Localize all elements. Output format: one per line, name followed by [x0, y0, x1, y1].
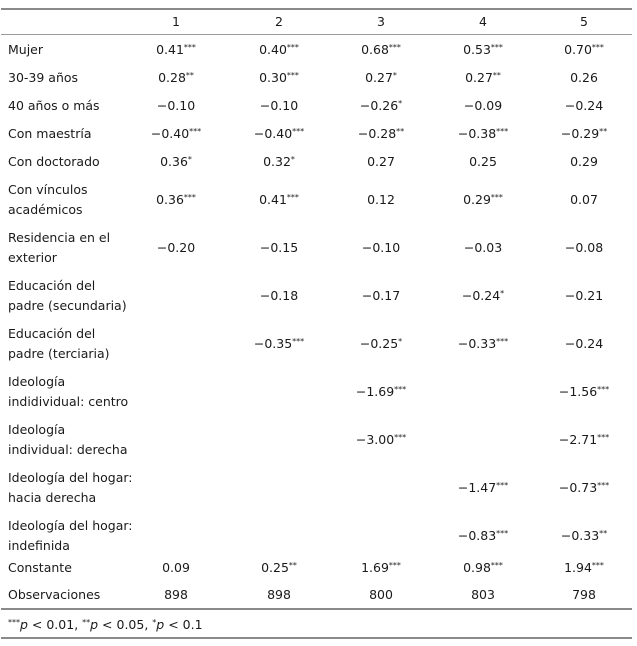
note-p-3: p — [156, 617, 165, 632]
coefficient-cell — [326, 40, 436, 62]
coefficient-cell — [529, 558, 637, 580]
coefficient-value: −0.26 — [359, 98, 399, 113]
coefficient-value: −0.24 — [564, 98, 604, 113]
row-label: 30-39 años — [8, 70, 79, 85]
coefficient-cell — [121, 68, 231, 90]
coefficient-value: −0.28 — [357, 126, 397, 141]
significance-stars: * — [187, 155, 192, 164]
row-label: Ideología del hogar: — [8, 470, 133, 485]
significance-stars: *** — [394, 385, 407, 394]
coefficient-value: −0.10 — [156, 98, 196, 113]
coefficient-cell — [529, 40, 637, 62]
coefficient-value: −0.18 — [259, 288, 299, 303]
row-label: Educación del — [8, 278, 96, 293]
coefficient-value: 0.27 — [465, 70, 493, 85]
coefficient-value: 0.36 — [160, 154, 188, 169]
coefficient-cell — [326, 124, 436, 146]
coefficient-value: 0.32 — [263, 154, 291, 169]
coefficient-value: 1.94 — [564, 560, 592, 575]
coefficient-cell — [224, 152, 334, 174]
coefficient-cell — [428, 124, 538, 146]
row-label: Con maestría — [8, 126, 92, 141]
significance-stars: *** — [490, 561, 503, 570]
row-label: hacia derecha — [8, 490, 97, 505]
coefficient-cell — [428, 558, 538, 580]
coefficient-cell — [428, 585, 538, 607]
coefficient-value: −0.29 — [560, 126, 600, 141]
coefficient-value: −0.17 — [361, 288, 401, 303]
coefficient-cell — [121, 558, 231, 580]
coefficient-value: −0.10 — [361, 240, 401, 255]
significance-stars: *** — [597, 385, 610, 394]
significance-stars: *** — [183, 43, 196, 52]
coefficient-value: 0.30 — [259, 70, 287, 85]
coefficient-value: −0.40 — [150, 126, 190, 141]
coefficient-cell — [529, 478, 637, 500]
coefficient-cell — [326, 334, 436, 356]
coefficient-cell — [529, 68, 637, 90]
coefficient-cell — [529, 238, 637, 260]
coefficient-value: 0.70 — [564, 42, 592, 57]
coefficient-value: −0.25 — [359, 336, 399, 351]
coefficient-cell — [428, 238, 538, 260]
row-label: indefinida — [8, 538, 70, 553]
significance-stars: *** — [286, 71, 299, 80]
coefficient-value: −2.71 — [558, 432, 598, 447]
coefficient-value: −0.08 — [564, 240, 604, 255]
coefficient-value: 0.26 — [570, 70, 598, 85]
coefficient-cell — [326, 190, 436, 212]
row-label: Ideología — [8, 422, 66, 437]
coefficient-cell — [224, 96, 334, 118]
coefficient-value: −0.24 — [564, 336, 604, 351]
coefficient-value: −0.03 — [463, 240, 503, 255]
significance-stars: *** — [292, 337, 305, 346]
coefficient-cell — [121, 96, 231, 118]
row-label: Educación del — [8, 326, 96, 341]
coefficient-value: −0.38 — [457, 126, 497, 141]
coefficient-cell — [529, 96, 637, 118]
significance-stars: *** — [591, 43, 604, 52]
top-rule — [1, 8, 632, 10]
bottom-rule — [1, 608, 632, 610]
significance-stars: *** — [388, 561, 401, 570]
coefficient-cell — [121, 124, 231, 146]
coefficient-cell — [529, 430, 637, 452]
note-rule — [1, 637, 632, 639]
coefficient-cell — [224, 558, 334, 580]
coefficient-cell — [428, 334, 538, 356]
row-label: Mujer — [8, 42, 44, 57]
coefficient-value: 800 — [369, 587, 393, 602]
coefficient-value: 0.98 — [463, 560, 491, 575]
coefficient-cell — [121, 585, 231, 607]
row-label: exterior — [8, 250, 57, 265]
coefficient-cell — [224, 124, 334, 146]
coefficient-value: 0.07 — [570, 192, 598, 207]
row-label: Ideología del hogar: — [8, 518, 133, 533]
coefficient-value: −0.33 — [560, 528, 600, 543]
coefficient-cell — [428, 152, 538, 174]
coefficient-cell — [224, 190, 334, 212]
note-p-2: p — [90, 617, 99, 632]
significance-note — [8, 617, 203, 635]
header-rule — [1, 34, 632, 35]
coefficient-value: 0.12 — [367, 192, 395, 207]
coefficient-value: −0.15 — [259, 240, 299, 255]
coefficient-cell — [428, 190, 538, 212]
coefficient-cell — [326, 152, 436, 174]
coefficient-cell — [428, 286, 538, 308]
coefficient-cell — [428, 68, 538, 90]
significance-stars: * — [290, 155, 295, 164]
significance-stars: *** — [183, 193, 196, 202]
coefficient-cell — [326, 585, 436, 607]
coefficient-value: 0.28 — [158, 70, 186, 85]
coefficient-cell — [224, 68, 334, 90]
coefficient-value: −0.24 — [461, 288, 501, 303]
coefficient-value: 0.29 — [463, 192, 491, 207]
coefficient-cell — [529, 334, 637, 356]
row-label: padre (secundaria) — [8, 298, 127, 313]
coefficient-cell — [224, 286, 334, 308]
coefficient-value: 0.68 — [361, 42, 389, 57]
coefficient-cell — [529, 190, 637, 212]
note-text-1: < 0.01, — [27, 617, 83, 632]
coefficient-cell — [428, 96, 538, 118]
note-stars-3: * — [152, 618, 157, 627]
coefficient-value: −3.00 — [355, 432, 395, 447]
row-label: Ideología — [8, 374, 66, 389]
coefficient-cell — [224, 238, 334, 260]
column-header: 2 — [275, 14, 283, 29]
significance-stars: * — [500, 289, 505, 298]
coefficient-value: 0.25 — [469, 154, 497, 169]
coefficient-cell — [529, 382, 637, 404]
coefficient-cell — [224, 334, 334, 356]
coefficient-value: 1.69 — [361, 560, 389, 575]
coefficient-cell — [326, 430, 436, 452]
row-label: académicos — [8, 202, 83, 217]
significance-stars: *** — [490, 193, 503, 202]
significance-stars: *** — [496, 481, 509, 490]
significance-stars: *** — [286, 193, 299, 202]
coefficient-value: 0.53 — [463, 42, 491, 57]
coefficient-value: 0.36 — [156, 192, 184, 207]
coefficient-cell — [326, 558, 436, 580]
coefficient-value: 0.25 — [261, 560, 289, 575]
significance-stars: ** — [185, 71, 194, 80]
coefficient-value: −1.47 — [457, 480, 497, 495]
coefficient-cell — [121, 40, 231, 62]
coefficient-value: 0.27 — [367, 154, 395, 169]
coefficient-value: −1.69 — [355, 384, 395, 399]
coefficient-cell — [121, 152, 231, 174]
column-header: 3 — [377, 14, 385, 29]
coefficient-cell — [326, 286, 436, 308]
row-label: Constante — [8, 560, 72, 575]
coefficient-value: −0.73 — [558, 480, 598, 495]
significance-stars: *** — [189, 127, 202, 136]
significance-stars: *** — [292, 127, 305, 136]
significance-stars: * — [398, 337, 403, 346]
coefficient-value: −0.40 — [253, 126, 293, 141]
coefficient-value: −0.33 — [457, 336, 497, 351]
coefficient-value: 0.41 — [259, 192, 287, 207]
column-header: 1 — [172, 14, 180, 29]
note-text-2: < 0.05, — [98, 617, 153, 632]
note-stars-2: ** — [82, 618, 91, 627]
coefficient-value: −0.20 — [156, 240, 196, 255]
coefficient-value: 0.27 — [365, 70, 393, 85]
significance-stars: ** — [492, 71, 501, 80]
coefficient-cell — [121, 190, 231, 212]
coefficient-cell — [326, 382, 436, 404]
coefficient-cell — [529, 585, 637, 607]
coefficient-cell — [428, 40, 538, 62]
row-label: indidividual: centro — [8, 394, 129, 409]
coefficient-cell — [224, 40, 334, 62]
significance-stars: *** — [496, 127, 509, 136]
coefficient-value: 803 — [471, 587, 495, 602]
coefficient-value: 898 — [267, 587, 291, 602]
coefficient-cell — [121, 238, 231, 260]
significance-stars: *** — [496, 337, 509, 346]
coefficient-value: −0.21 — [564, 288, 604, 303]
row-label: Con doctorado — [8, 154, 100, 169]
significance-stars: *** — [394, 433, 407, 442]
significance-stars: *** — [388, 43, 401, 52]
row-label: Residencia en el — [8, 230, 111, 245]
row-label: individual: derecha — [8, 442, 128, 457]
coefficient-value: 0.40 — [259, 42, 287, 57]
coefficient-value: −0.83 — [457, 528, 497, 543]
coefficient-value: 0.09 — [162, 560, 190, 575]
coefficient-value: 898 — [164, 587, 188, 602]
coefficient-value: 0.29 — [570, 154, 598, 169]
coefficient-value: −1.56 — [558, 384, 598, 399]
coefficient-cell — [224, 585, 334, 607]
significance-stars: ** — [599, 529, 608, 538]
coefficient-value: −0.35 — [253, 336, 293, 351]
coefficient-cell — [326, 68, 436, 90]
significance-stars: *** — [597, 481, 610, 490]
note-stars-1: *** — [8, 618, 20, 627]
significance-stars: * — [392, 71, 397, 80]
coefficient-value: −0.09 — [463, 98, 503, 113]
coefficient-cell — [428, 478, 538, 500]
row-label: padre (terciaria) — [8, 346, 110, 361]
coefficient-cell — [529, 286, 637, 308]
coefficient-cell — [326, 96, 436, 118]
coefficient-value: 0.41 — [156, 42, 184, 57]
coefficient-cell — [529, 152, 637, 174]
column-header: 5 — [580, 14, 588, 29]
significance-stars: *** — [496, 529, 509, 538]
significance-stars: ** — [288, 561, 297, 570]
row-label: Con vínculos — [8, 182, 88, 197]
row-label: 40 años o más — [8, 98, 100, 113]
coefficient-cell — [529, 526, 637, 548]
coefficient-value: −0.10 — [259, 98, 299, 113]
note-text-3: < 0.1 — [164, 617, 203, 632]
coefficient-cell — [428, 526, 538, 548]
significance-stars: *** — [597, 433, 610, 442]
row-label: Observaciones — [8, 587, 101, 602]
significance-stars: *** — [490, 43, 503, 52]
coefficient-cell — [326, 238, 436, 260]
column-header: 4 — [479, 14, 487, 29]
significance-stars: *** — [591, 561, 604, 570]
significance-stars: ** — [599, 127, 608, 136]
coefficient-value: 798 — [572, 587, 596, 602]
significance-stars: *** — [286, 43, 299, 52]
significance-stars: * — [398, 99, 403, 108]
significance-stars: ** — [396, 127, 405, 136]
note-p-1: p — [20, 617, 28, 632]
coefficient-cell — [529, 124, 637, 146]
